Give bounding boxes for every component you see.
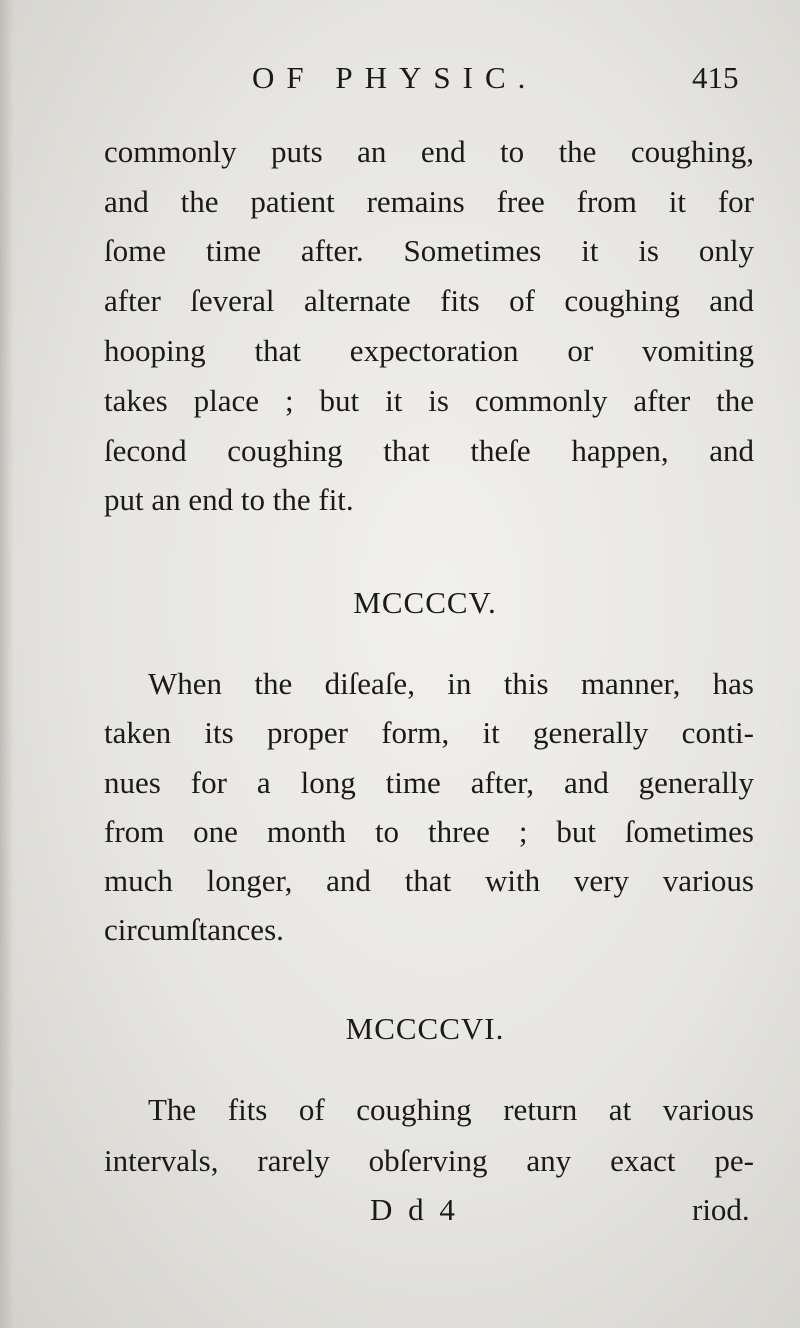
page-number: 415 <box>692 60 739 95</box>
text-line: and the patient remains free from it for <box>104 184 754 219</box>
running-title: OF PHYSIC. <box>252 60 538 95</box>
section-heading: MCCCCVI. <box>345 1011 505 1046</box>
section-heading: MCCCCV. <box>353 585 497 620</box>
text-line: commonly puts an end to the coughing, <box>104 134 754 169</box>
catchword: riod. <box>692 1192 750 1227</box>
text-line: ſecond coughing that theſe happen, and <box>104 433 754 468</box>
text-line: much longer, and that with very various <box>104 863 754 898</box>
text-line: taken its proper form, it generally conti- <box>104 715 754 750</box>
text-line: hooping that expectoration or vomiting <box>104 333 754 368</box>
text-line: circumſtances. <box>104 912 284 947</box>
text-line: intervals, rarely obſerving any exact pe- <box>104 1143 754 1178</box>
text-line: put an end to the fit. <box>104 482 354 517</box>
text-line: ſome time after. Sometimes it is only <box>104 233 754 268</box>
text-line: takes place ; but it is commonly after the <box>104 383 754 418</box>
text-line: When the diſeaſe, in this manner, has <box>148 666 754 701</box>
text-line: nues for a long time after, and generally <box>104 765 754 800</box>
text-line: The fits of coughing return at various <box>148 1092 754 1127</box>
page-edge-shadow <box>0 0 14 1328</box>
signature-mark: D d 4 <box>370 1192 459 1227</box>
text-line: after ſeveral alternate fits of coughing and <box>104 283 754 318</box>
text-line: from one month to three ; but ſometimes <box>104 814 754 849</box>
